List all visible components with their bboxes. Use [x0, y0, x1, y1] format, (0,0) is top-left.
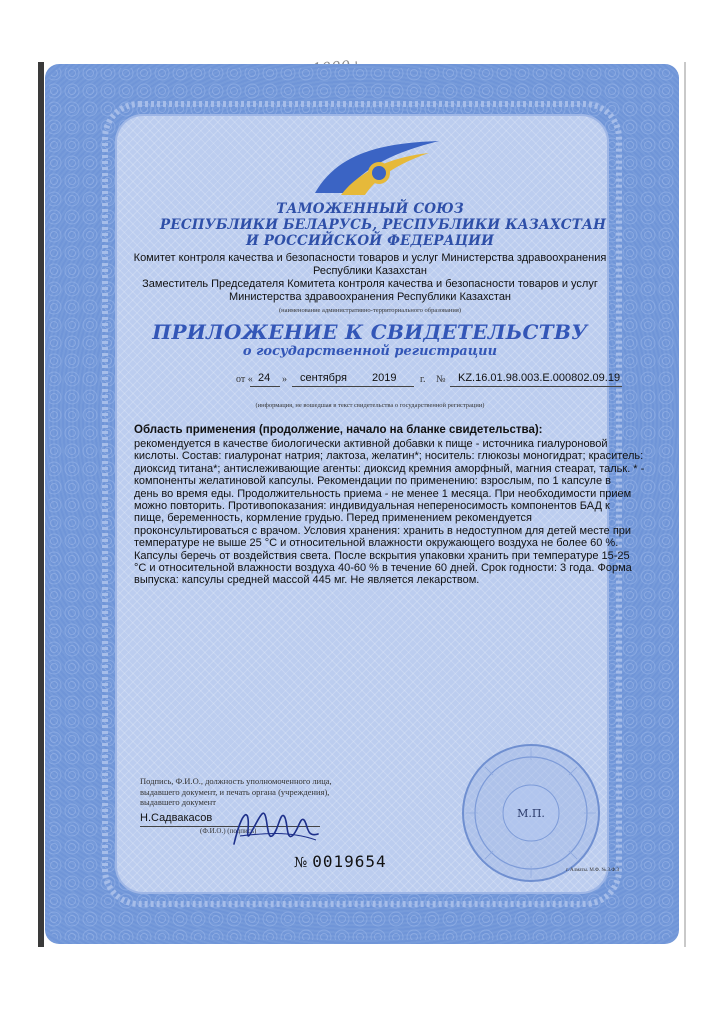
serial-number-sign: № [294, 855, 309, 871]
scan-edge-left [38, 62, 44, 947]
fio-caption: (Ф.И.О.) (подпись) [200, 827, 257, 835]
authority-caption: (наименование административно-территориального образования) [278, 307, 461, 314]
body-line: °С и относительной влажности воздуха 40-60 % в течение 60 дней. Срок годности: 3 года. Форма [134, 562, 632, 575]
issuing-authority [130, 252, 610, 304]
union-title-line: ТАМОЖЕННЫЙ СОЮЗ [276, 201, 464, 217]
serial-number [294, 852, 387, 871]
date-month: сентября [300, 372, 347, 384]
date-line [236, 372, 626, 388]
application-text [134, 438, 645, 587]
signer-name: Н.Садвакасов [140, 812, 213, 824]
signature-caption-line: выдавшего документ [140, 797, 216, 807]
body-line: пище, беременность, кормление грудью. Перед применением рекомендуется [134, 512, 532, 525]
body-line: кислоты. Состав: гиалуронат натрия; лактоза, желатин*; носитель: глюкозы моногидрат; краситель: [134, 450, 644, 463]
authority-line: Министерства здравоохранения Республики Казахстан [228, 291, 512, 303]
number-sign: № [436, 374, 446, 385]
customs-union-logo [307, 135, 447, 200]
signature-caption-line: выдавшего документ, и печать органа (учреждения), [140, 786, 330, 797]
body-line: Капсулы беречь от воздействия света. После вскрытия упаковки хранить при температуре 15-25 [134, 549, 630, 562]
serial-number-value: 0019654 [312, 852, 387, 871]
body-line: диоксид титана*; антислеживающие агенты: диоксид кремния аморфный, магния стеарат, тальк. * - [134, 462, 645, 475]
document-subtitle: о государственной регистрации [242, 344, 498, 359]
handwritten-signature [228, 800, 324, 856]
number-underline [450, 386, 622, 387]
body-line: можно повторить. Противопоказания: индивидуальная непереносимость компонентов БАД к [134, 500, 610, 513]
union-title-line: И РОССИЙСКОЙ ФЕДЕРАЦИИ [245, 233, 495, 249]
body-line: день во время еды. Продолжительность приема - не менее 1 месяца. При необходимости прием [134, 487, 632, 500]
authority-line: Республики Казахстан [313, 265, 427, 277]
body-line: рекомендуется в качестве биологически активной добавки к пище - источника гиалуроновой [134, 438, 608, 450]
date-year: 2019 [372, 372, 397, 384]
date-mid: » [282, 374, 287, 385]
union-title [160, 201, 607, 249]
document-title: ПРИЛОЖЕНИЕ К СВИДЕТЕЛЬСТВУ [152, 320, 588, 344]
certificate-number: KZ.16.01.98.003.E.000802.09.19 [458, 372, 621, 384]
body-line: температуре не выше 25 °С и относительной влажности окружающего воздуха не более 60 %. [134, 537, 619, 550]
stamp-label: М.П. [517, 807, 545, 820]
date-caption: (информация, не вошедшая в текст свидетельства о государственной регистрации) [255, 402, 485, 409]
section-heading: Область применения (продолжение, начало на бланке свидетельства): [134, 424, 543, 436]
date-year-suffix: г. [420, 374, 426, 385]
date-day: 24 [258, 372, 271, 384]
authority-line: Комитет контроля качества и безопасности товаров и услуг Министерства здравоохранения [133, 252, 607, 264]
month-underline [292, 386, 414, 387]
authority-line: Заместитель Председателя Комитета контроля качества и безопасности товаров и услуг [142, 278, 598, 290]
signature-caption-line: Подпись, Ф.И.О., должность уполномоченного лица, [140, 776, 332, 786]
body-line: компоненты желатиновой капсулы. Рекомендации по применению: взрослым, по 1 капсуле в [134, 475, 611, 488]
printer-mark: г. Алматы. М.Ф. №.З.Ф.З [566, 868, 619, 873]
union-title-line: РЕСПУБЛИКИ БЕЛАРУСЬ, РЕСПУБЛИКИ КАЗАХСТАН [160, 217, 607, 233]
body-line: выпуска: капсулы средней массой 445 мг. Не является лекарством. [134, 574, 480, 587]
date-prefix: от « [236, 374, 253, 385]
official-stamp [458, 740, 604, 886]
scan-edge-right [684, 62, 686, 947]
body-line: проконсультироваться с врачом. Условия хранения: хранить в недоступном для детей месте при [134, 524, 632, 537]
day-underline [250, 386, 280, 387]
